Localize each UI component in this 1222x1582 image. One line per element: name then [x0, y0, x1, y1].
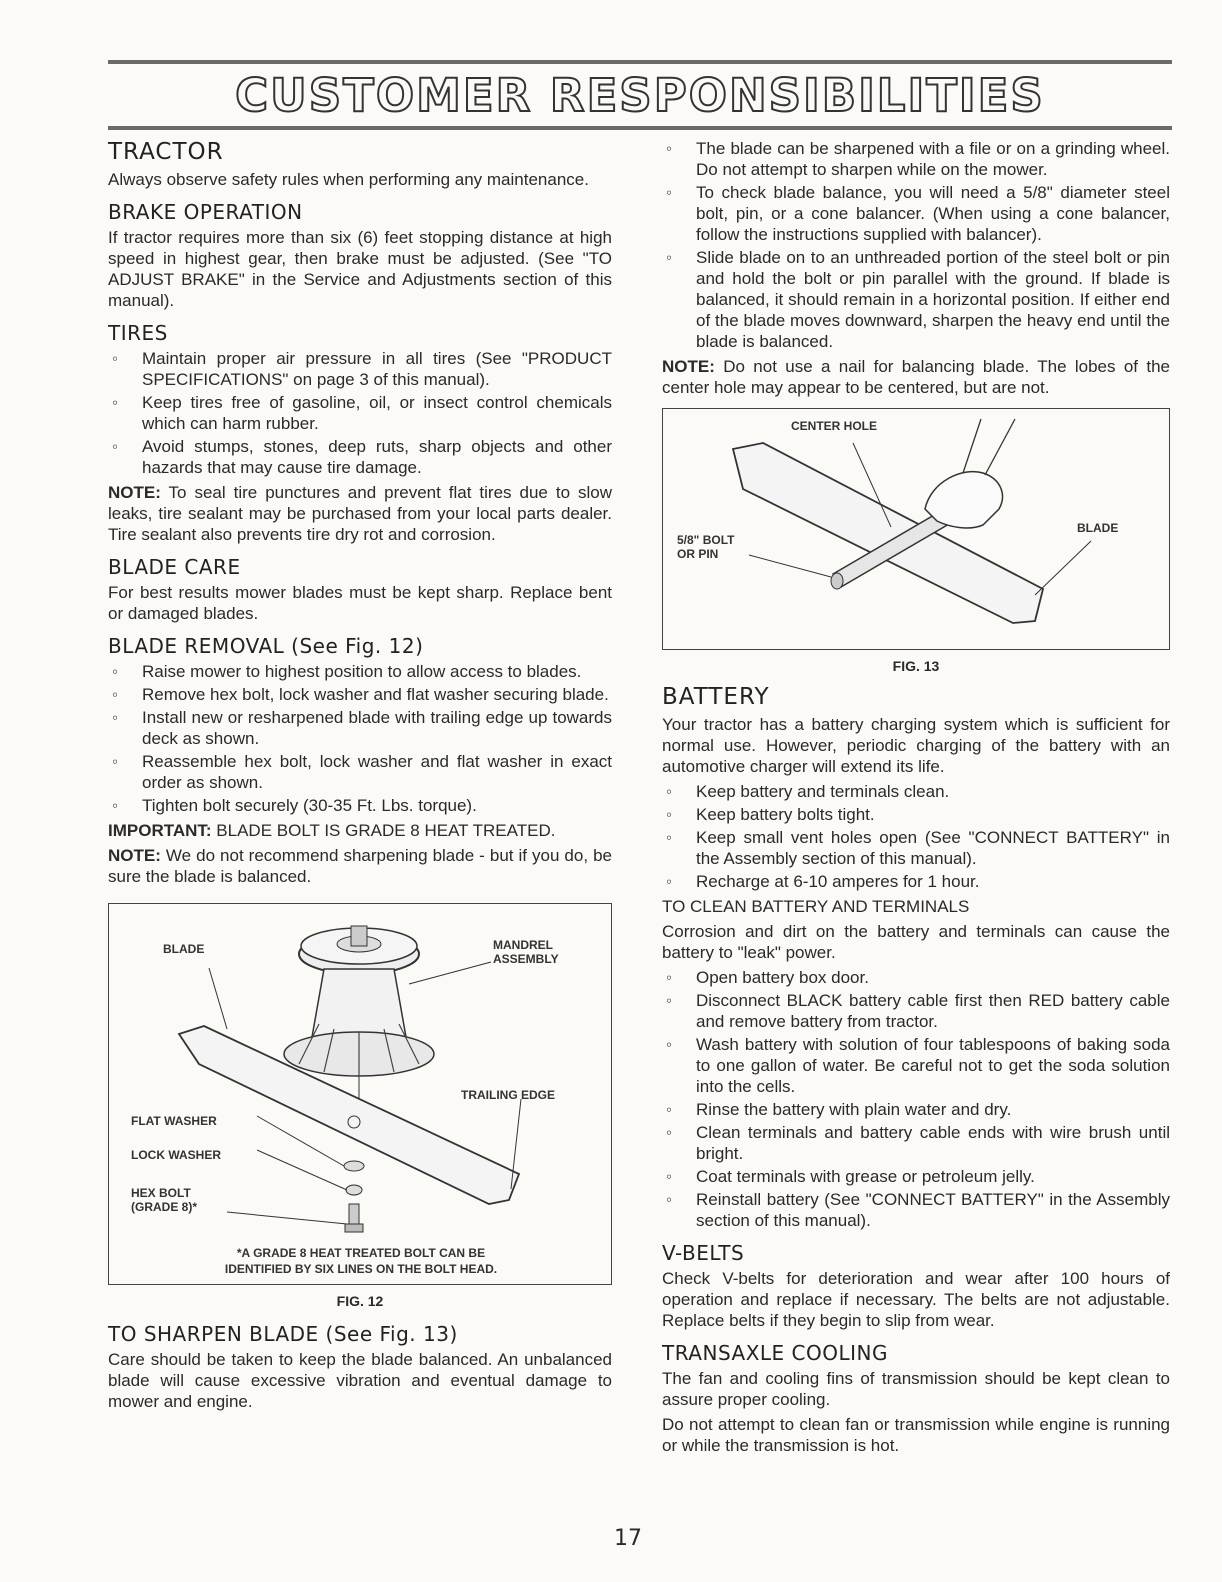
list-item: ◦ To check blade balance, you will need a 5/8" diameter steel bolt, pin, or a cone balancer. (When using a cone balancer, follow the instructions supplied with balancer).: [662, 182, 1170, 245]
battery-list: [662, 781, 1170, 892]
battery-text: Your tractor has a battery charging system which is sufficient for normal use. However, periodic charging of the battery with an automotive charger will extend its life.: [662, 715, 1170, 776]
vbelts-text: Check V-belts for deterioration and wear after 100 hours of operation and replace if necessary. The belts are not adjustable. Replace belts if they begin to slip from wear.: [662, 1269, 1170, 1330]
blade-removal-list: [108, 661, 612, 816]
right-column: [662, 138, 1170, 1460]
tires-list: [108, 348, 612, 478]
fig12-footnote-2: IDENTIFIED BY SIX LINES ON THE BOLT HEAD.: [224, 1262, 498, 1276]
list-item: ◦ Clean terminals and battery cable ends with wire brush until bright.: [662, 1122, 1170, 1164]
fig13-caption: FIG. 13: [892, 658, 940, 674]
clean-list: [662, 967, 1170, 1231]
list-item: ◦ Keep battery and terminals clean.: [662, 781, 1170, 802]
label-grade: (GRADE 8)*: [131, 1200, 198, 1214]
label-flat-washer: FLAT WASHER: [131, 1114, 217, 1128]
list-item: ◦ Keep battery bolts tight.: [662, 804, 1170, 825]
label-blade: BLADE: [163, 942, 205, 956]
tractor-text: Always observe safety rules when performing any maintenance.: [108, 170, 589, 189]
list-item: ◦ Wash battery with solution of four tablespoons of baking soda to one gallon of water. Be careful not to get the soda solution into the cells.: [662, 1034, 1170, 1097]
list-item: ◦ Remove hex bolt, lock washer and flat washer securing blade.: [108, 684, 612, 705]
label-mandrel-assembly: MANDREL ASSEMBLY: [493, 938, 559, 966]
list-item: ◦ Recharge at 6-10 amperes for 1 hour.: [662, 871, 1170, 892]
page-number: 17: [614, 1526, 642, 1551]
tires-heading: TIRES: [108, 321, 168, 345]
clean-text: Corrosion and dirt on the battery and terminals can cause the battery to "leak" power.: [662, 922, 1170, 962]
fig12-footnote-1: *A GRADE 8 HEAT TREATED BOLT CAN BE: [236, 1246, 486, 1260]
sharpen-heading: TO SHARPEN BLADE (See Fig. 13): [108, 1322, 458, 1346]
page-title: CUSTOMER RESPONSIBILITIES: [235, 69, 1045, 122]
vbelts-heading: V-BELTS: [662, 1241, 745, 1265]
list-item: ◦ Keep tires free of gasoline, oil, or insect control chemicals which can harm rubber.: [108, 392, 612, 434]
title-rule: [108, 126, 1172, 130]
label-bolt: 5/8" BOLT: [677, 533, 735, 547]
transaxle-text-2: Do not attempt to clean fan or transmission while engine is running or while the transmission is hot.: [662, 1415, 1170, 1455]
list-item: ◦ Reassemble hex bolt, lock washer and flat washer in exact order as shown.: [108, 751, 612, 793]
important-text: BLADE BOLT IS GRADE 8 HEAT TREATED.: [216, 821, 556, 840]
note-label: NOTE:: [662, 357, 715, 376]
label-or-pin: OR PIN: [677, 547, 719, 561]
list-item: ◦ Disconnect BLACK battery cable first then RED battery cable and remove battery from tractor.: [662, 990, 1170, 1032]
note-label: NOTE:: [108, 846, 161, 865]
list-item: ◦ Reinstall battery (See "CONNECT BATTERY" in the Assembly section of this manual).: [662, 1189, 1170, 1231]
list-item: ◦ Avoid stumps, stones, deep ruts, sharp objects and other hazards that may cause tire damage.: [108, 436, 612, 478]
removal-note: [108, 845, 612, 887]
transaxle-text-1: The fan and cooling fins of transmission should be kept clean to assure proper cooling.: [662, 1369, 1170, 1409]
sharpen-note: [662, 356, 1170, 398]
list-item: ◦ Slide blade on to an unthreaded portion of the steel bolt or pin and hold the bolt or pin parallel with the ground. If blade is balanced, it should remain in a horizontal position. If either end of the blade moves downward, sharpen the heavy end until the blade is balanced.: [662, 247, 1170, 352]
blade-care-heading: BLADE CARE: [108, 555, 241, 579]
battery-heading: BATTERY: [662, 684, 770, 710]
note-text: Do not use a nail for balancing blade. The lobes of the center hole may appear to be centered, but are not.: [662, 357, 1170, 397]
brake-heading: BRAKE OPERATION: [108, 200, 303, 224]
list-item: ◦ Coat terminals with grease or petroleum jelly.: [662, 1166, 1170, 1187]
clean-heading: TO CLEAN BATTERY AND TERMINALS: [662, 897, 970, 916]
list-item: ◦ Raise mower to highest position to allow access to blades.: [108, 661, 612, 682]
brake-text: If tractor requires more than six (6) feet stopping distance at high speed in highest gear, then brake must be adjusted. (See "TO ADJUST BRAKE" in the Service and Adjustments section of this manual).: [108, 228, 612, 310]
tires-note: [108, 482, 612, 545]
list-item: ◦ Maintain proper air pressure in all tires (See "PRODUCT SPECIFICATIONS" on page 3 of this manual).: [108, 348, 612, 390]
note-text: To seal tire punctures and prevent flat tires due to slow leaks, tire sealant may be purchased from your local parts dealer. Tire sealant also prevents tire dry rot and corrosion.: [108, 483, 612, 544]
label-lock-washer: LOCK WASHER: [131, 1148, 221, 1162]
note-text: We do not recommend sharpening blade - but if you do, be sure the blade is balanced.: [108, 846, 612, 886]
label-center-hole: CENTER HOLE: [791, 419, 878, 433]
transaxle-heading: TRANSAXLE COOLING: [662, 1341, 888, 1365]
list-item: ◦ Keep small vent holes open (See "CONNECT BATTERY" in the Assembly section of this manual).: [662, 827, 1170, 869]
sharpen-list: [662, 138, 1170, 352]
label-blade: BLADE: [1077, 521, 1119, 535]
tractor-heading: TRACTOR: [108, 139, 224, 165]
left-column: [108, 138, 612, 1416]
label-hex-bolt: HEX BOLT: [131, 1186, 191, 1200]
sharpen-text: Care should be taken to keep the blade balanced. An unbalanced blade will cause excessive vibration and eventual damage to mower and engine.: [108, 1350, 612, 1411]
blade-removal-heading: BLADE REMOVAL (See Fig. 12): [108, 634, 424, 658]
list-item: ◦ Open battery box door.: [662, 967, 1170, 988]
list-item: ◦ Rinse the battery with plain water and dry.: [662, 1099, 1170, 1120]
important-note: [108, 820, 612, 841]
blade-care-text: For best results mower blades must be kept sharp. Replace bent or damaged blades.: [108, 583, 612, 623]
figure-13: [662, 408, 1170, 650]
list-item: ◦ Tighten bolt securely (30-35 Ft. Lbs. torque).: [108, 795, 612, 816]
fig12-caption: FIG. 12: [336, 1293, 384, 1309]
label-trailing-edge: TRAILING EDGE: [461, 1088, 556, 1102]
note-label: NOTE:: [108, 483, 161, 502]
important-label: IMPORTANT:: [108, 821, 212, 840]
list-item: ◦ Install new or resharpened blade with trailing edge up towards deck as shown.: [108, 707, 612, 749]
list-item: ◦ The blade can be sharpened with a file or on a grinding wheel. Do not attempt to sharpen while on the mower.: [662, 138, 1170, 180]
figure-12: [108, 903, 612, 1285]
